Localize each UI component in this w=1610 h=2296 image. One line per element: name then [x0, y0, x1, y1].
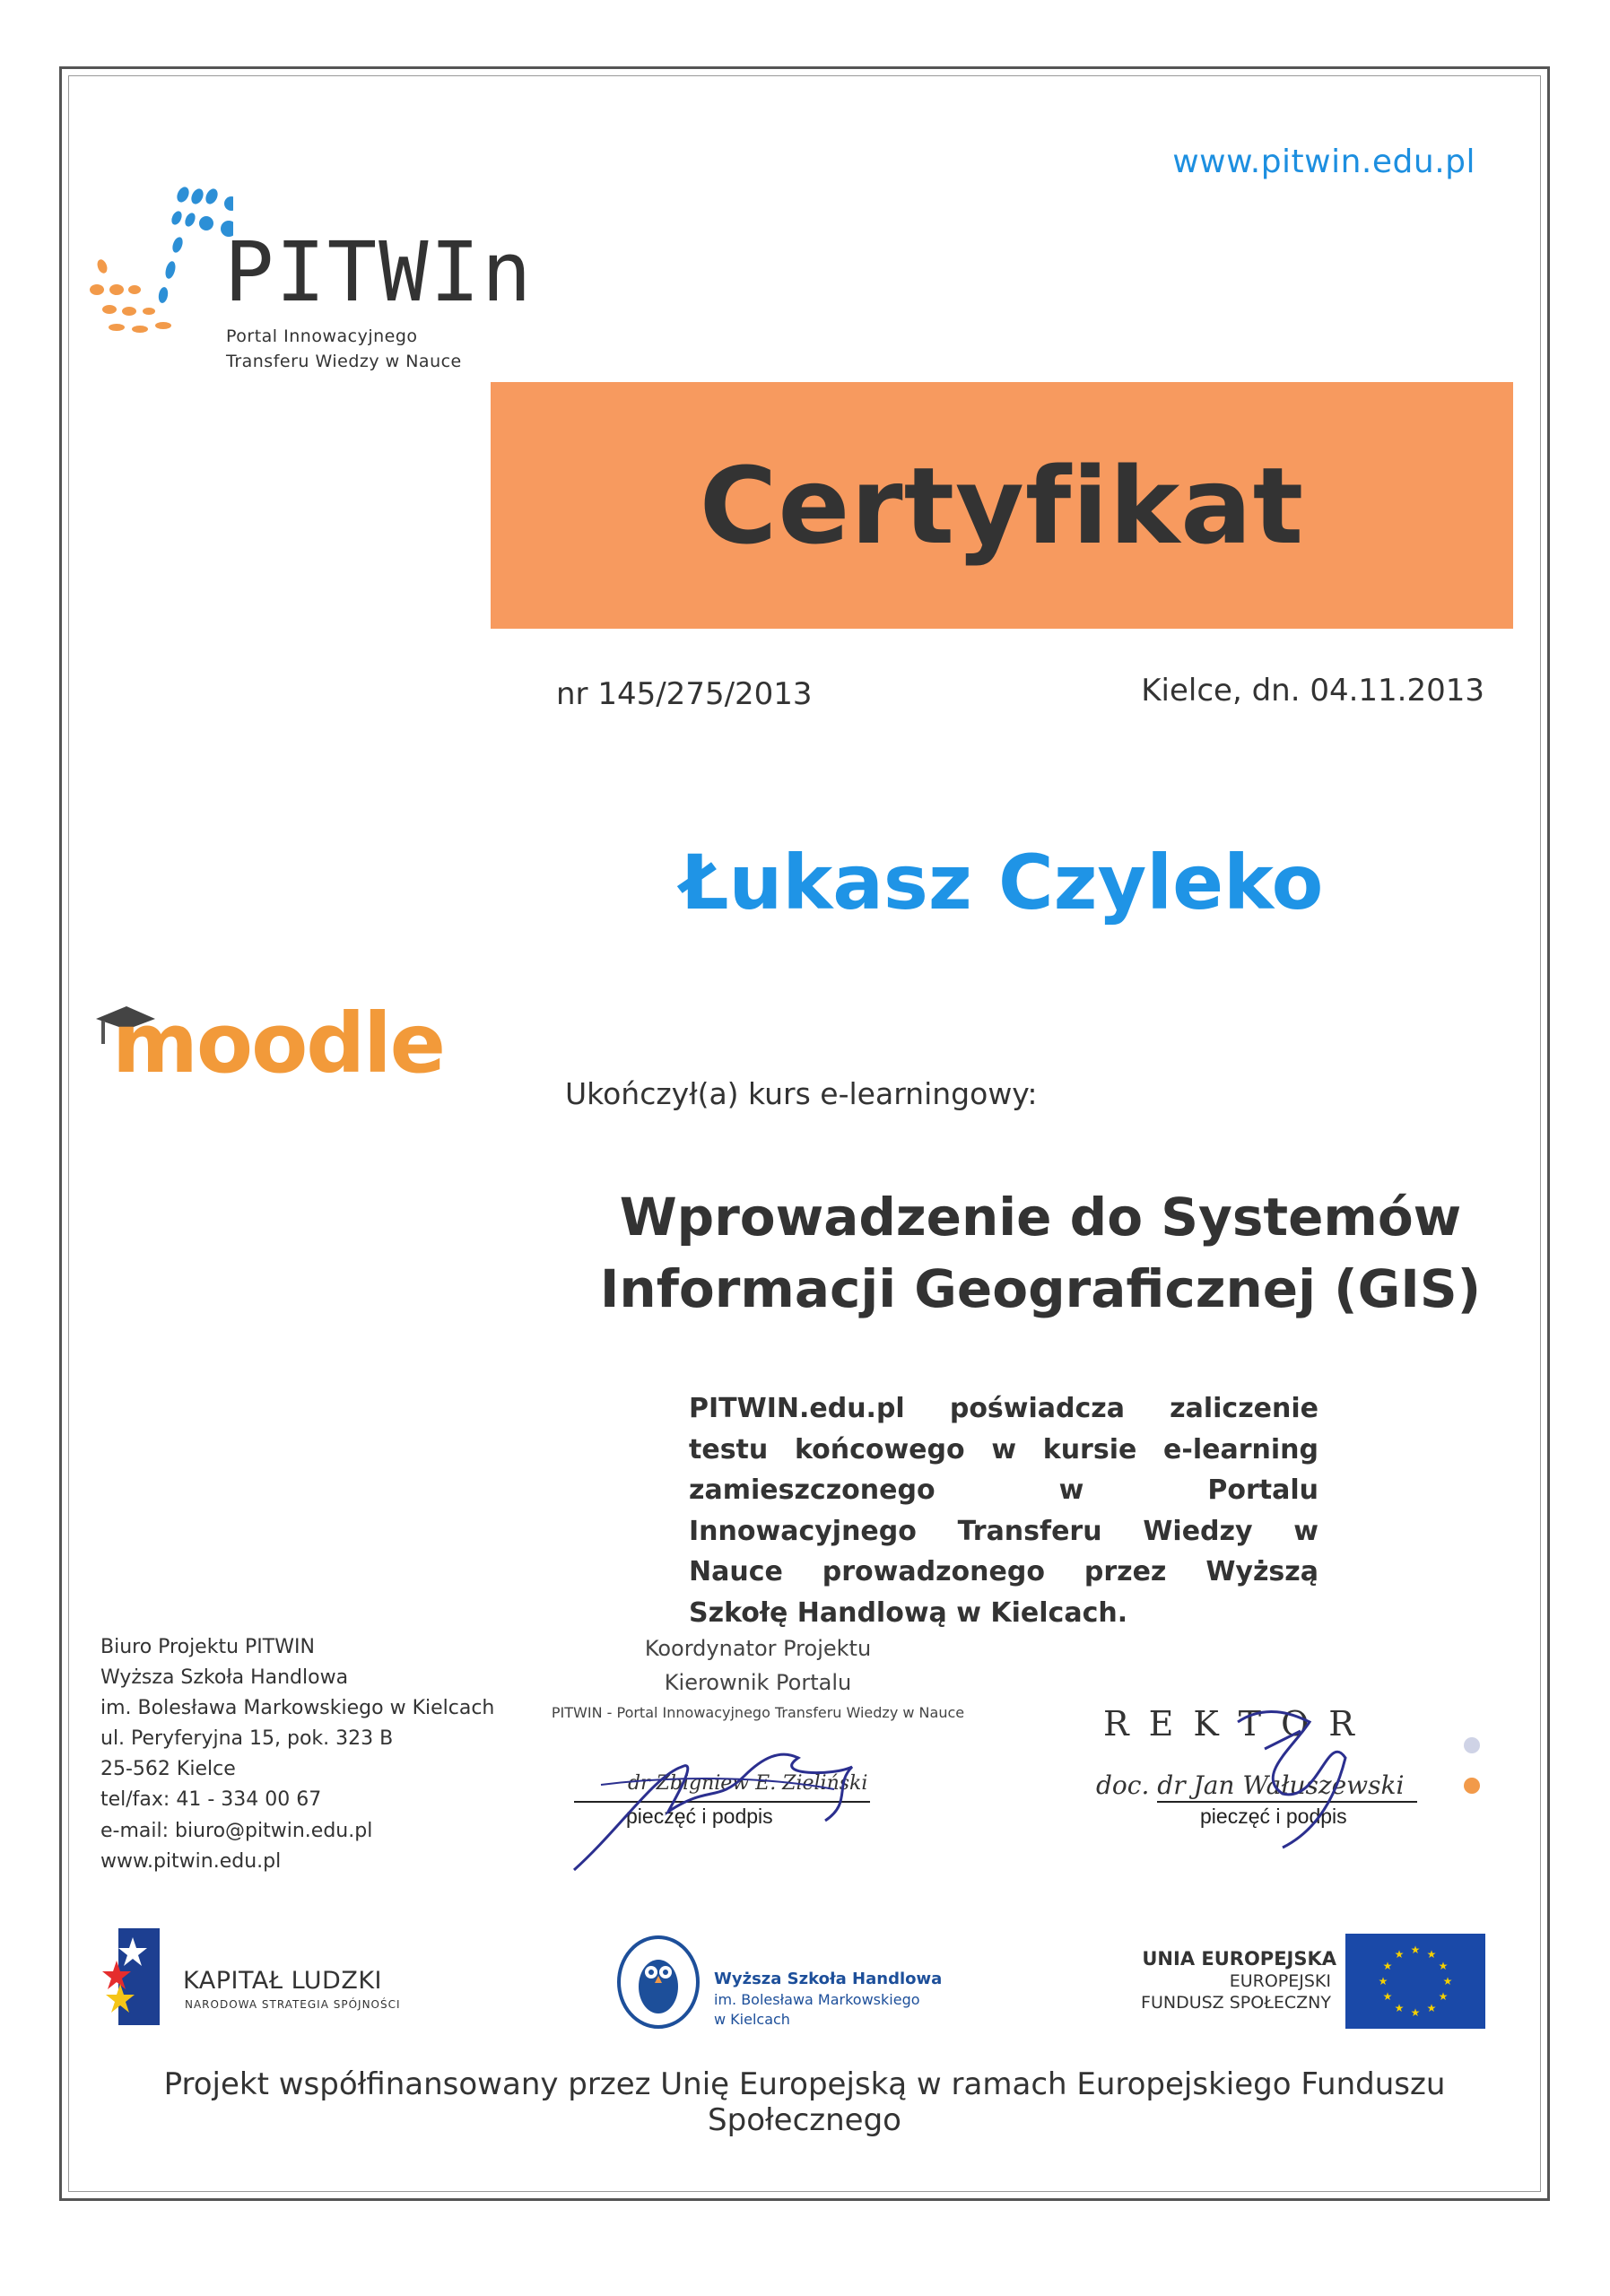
coordinator-stamp-name: dr Zbigniew E. Zieliński	[628, 1772, 868, 1795]
svg-text:★: ★	[1394, 1948, 1405, 1961]
svg-text:★: ★	[1382, 1960, 1393, 1972]
svg-text:★: ★	[1410, 2006, 1421, 2019]
eu-fund-label-2: FUNDUSZ SPOŁECZNY	[1141, 1993, 1331, 2013]
eu-flag-icon	[1345, 1934, 1485, 2029]
eu-union-label: UNIA EUROPEJSKA	[1142, 1948, 1336, 1970]
coordinator-stamp-label: pieczęć i podpis	[626, 1805, 773, 1828]
rector-stamp-name: doc. dr Jan Wałuszewski	[1096, 1770, 1405, 1800]
svg-text:★: ★	[1378, 1975, 1388, 1987]
wsh-city: w Kielcach	[714, 2011, 790, 2028]
address-line: 25-562 Kielce	[100, 1758, 236, 1781]
svg-text:★: ★	[1438, 1960, 1449, 1972]
course-title-line2: Informacji Geograficznej (GIS)	[599, 1258, 1482, 1319]
certificate-number: nr 145/275/2013	[556, 676, 813, 712]
coordinator-organization: PITWIN - Portal Innowacyjnego Transferu Wiedzy w Nauce	[551, 1704, 965, 1721]
pitwin-subtitle-line2: Transferu Wiedzy w Nauce	[226, 352, 462, 371]
svg-text:★: ★	[1410, 1944, 1421, 1956]
owl-emblem-icon	[614, 1933, 703, 2031]
address-line: im. Bolesława Markowskiego w Kielcach	[100, 1697, 495, 1720]
portal-manager-role: Kierownik Portalu	[664, 1670, 852, 1695]
certificate-title: Certyfikat	[699, 443, 1305, 568]
svg-text:★: ★	[1442, 1975, 1453, 1987]
decorative-dot	[1464, 1737, 1480, 1753]
course-title-line1: Wprowadzenie do Systemów	[619, 1187, 1462, 1248]
svg-text:★: ★	[1438, 1990, 1449, 2003]
rector-stamp-label: pieczęć i podpis	[1200, 1805, 1347, 1828]
wsh-name: Wyższa Szkoła Handlowa	[714, 1970, 943, 1988]
recipient-name: Łukasz Czyleko	[680, 839, 1324, 926]
address-line: e-mail: biuro@pitwin.edu.pl	[100, 1819, 373, 1842]
moodle-wordmark: moodle	[112, 996, 445, 1091]
svg-text:★: ★	[1382, 1990, 1393, 2003]
kapital-ludzki-logo-icon	[100, 1928, 163, 2027]
address-line: Wyższa Szkoła Handlowa	[100, 1666, 349, 1690]
completed-course-intro: Ukończył(a) kurs e-learningowy:	[565, 1076, 1038, 1111]
rector-signature	[1184, 1695, 1399, 1866]
pitwin-dots-icon	[90, 184, 233, 363]
kapital-ludzki-name: KAPITAŁ LUDZKI	[183, 1967, 382, 1995]
svg-text:★: ★	[1426, 2002, 1437, 2014]
certification-statement: PITWIN.edu.pl poświadcza zaliczenie testu końcowego w kursie e-learning zamieszczonego w Portalu Innowacyjnego Transferu Wiedzy w Nauce prowadzonego przez Wyższą Szkołę Handlową w Kielcach.	[689, 1393, 1318, 1629]
decorative-dot	[1464, 1778, 1480, 1794]
issue-place-date: Kielce, dn. 04.11.2013	[1141, 673, 1484, 709]
project-office-address	[100, 1632, 494, 1877]
website-url: www.pitwin.edu.pl	[1172, 144, 1475, 180]
wsh-patron: im. Bolesława Markowskiego	[714, 1991, 920, 2008]
address-line: www.pitwin.edu.pl	[100, 1849, 282, 1873]
moodle-logo	[94, 996, 453, 1094]
kapital-ludzki-subtitle: NARODOWA STRATEGIA SPÓJNOŚCI	[185, 1998, 401, 2011]
address-line: Biuro Projektu PITWIN	[100, 1636, 315, 1658]
coordinator-signature	[565, 1722, 870, 1883]
eu-fund-label-1: EUROPEJSKI	[1229, 1971, 1331, 1991]
svg-text:★: ★	[1426, 1948, 1437, 1961]
rector-title: REKTOR	[1103, 1704, 1374, 1744]
coordinator-role: Koordynator Projektu	[644, 1636, 872, 1661]
pitwin-subtitle-line1: Portal Innowacyjnego	[226, 326, 418, 346]
pitwin-wordmark: PITWIn	[224, 224, 534, 320]
address-line: tel/fax: 41 - 334 00 67	[100, 1788, 322, 1812]
svg-text:★: ★	[1394, 2002, 1405, 2014]
address-line: ul. Peryferyjna 15, pok. 323 B	[100, 1727, 394, 1751]
cofinancing-footer: Projekt współfinansowany przez Unię Europejską w ramach Europejskiego Funduszu Społecznego	[163, 2066, 1446, 2138]
